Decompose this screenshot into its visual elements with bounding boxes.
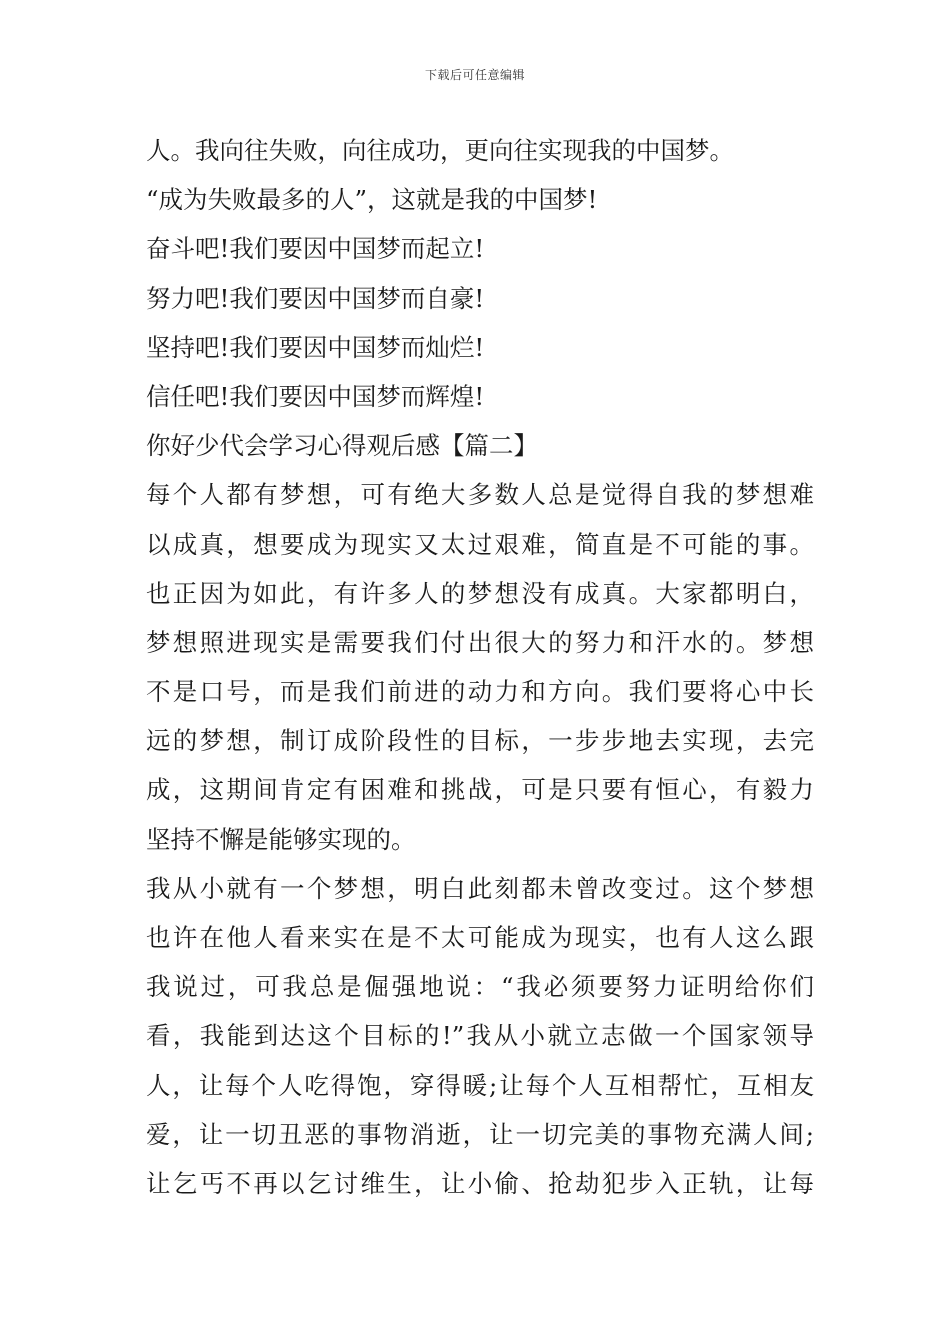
text-line: 人，让每个人吃得饱，穿得暖;让每个人互相帮忙，互相友 <box>146 1070 814 1100</box>
text-line: 信任吧!我们要因中国梦而辉煌! <box>146 381 485 411</box>
text-line: 看，我能到达这个目标的!”我从小就立志做一个国家领导 <box>146 1021 814 1051</box>
text-line: 坚持吧!我们要因中国梦而灿烂! <box>146 332 485 362</box>
text-line: 你好少代会学习心得观后感【篇二】 <box>146 431 538 461</box>
page-header: 下载后可任意编辑 <box>424 68 525 82</box>
text-line: 每个人都有梦想，可有绝大多数人总是觉得自我的梦想难 <box>146 480 814 510</box>
text-line: 努力吧!我们要因中国梦而自豪! <box>146 283 485 313</box>
text-line: 梦想照进现实是需要我们付出很大的努力和汗水的。梦想 <box>146 627 814 657</box>
text-line: 让乞丐不再以乞讨维生，让小偷、抢劫犯步入正轨，让每 <box>146 1168 814 1198</box>
text-line: 远的梦想，制订成阶段性的目标，一步步地去实现，去完 <box>146 726 814 756</box>
document-body <box>146 126 814 1208</box>
text-line: 成，这期间肯定有困难和挑战，可是只要有恒心，有毅力 <box>146 775 814 805</box>
text-line: 奋斗吧!我们要因中国梦而起立! <box>146 234 485 264</box>
text-line: 爱，让一切丑恶的事物消逝，让一切完美的事物充满人间; <box>146 1119 814 1149</box>
text-line: 我从小就有一个梦想，明白此刻都未曾改变过。这个梦想 <box>146 873 814 903</box>
text-line: 人。我向往失败，向往成功，更向往实现我的中国梦。 <box>146 136 734 165</box>
text-line: 不是口号，而是我们前进的动力和方向。我们要将心中长 <box>146 677 814 707</box>
text-line: “成为失败最多的人”，这就是我的中国梦! <box>146 185 598 215</box>
text-line: 也许在他人看来实在是不太可能成为现实，也有人这么跟 <box>146 923 814 952</box>
text-line: 以成真，想要成为现实又太过艰难，简直是不可能的事。 <box>146 529 814 559</box>
text-line: 我说过，可我总是倔强地说：“我必须要努力证明给你们 <box>146 972 814 1002</box>
text-line: 坚持不懈是能够实现的。 <box>146 824 416 854</box>
text-line: 也正因为如此，有许多人的梦想没有成真。大家都明白， <box>146 578 814 608</box>
